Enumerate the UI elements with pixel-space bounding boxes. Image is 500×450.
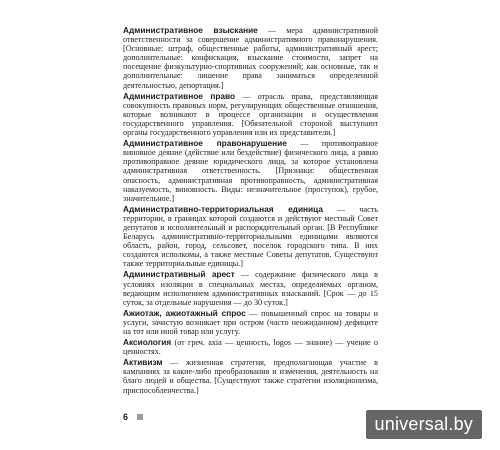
entry-term: Административное взыскание — [123, 25, 258, 35]
entry-administrative-arrest — [123, 270, 378, 306]
page-footer — [123, 412, 143, 422]
entry-term: Административно-территориальная единица — [123, 203, 323, 214]
entry-definition: — мера административной ответственности за совершение административного правонарушения. [Основные: штраф, общественные работы, административный арест; дополнительные: конфискация, взыскание стоимости, запрет на посещение физкультурно-спортивных сооружений; как основные, так и дополнительные: лишение права заниматься определенной деятельностью, депортация.] — [123, 26, 378, 90]
entry-term: Административное правонарушение — [123, 138, 287, 149]
entry-term: Административное право — [123, 90, 236, 101]
entry-administrative-law — [123, 92, 378, 137]
square-marker-icon — [137, 414, 143, 420]
entry-administrative-territorial-unit — [123, 205, 378, 269]
entry-definition: — содержание физического лица в условиях изоляции в специальных местах, определяемых органом, ведающим исполнением административных взысканий. [Срок — до 15 суток, за отдельные нарушения — до 30 суток.] — [123, 270, 378, 307]
entry-term: Аксиология — [123, 337, 172, 348]
entry-definition: — жизненная стратегия, предполагающая участие в кампаниях за какие-либо преобразования и изменения, деятельность на благо людей и общества. [Существуют также стратегии изоляционизма, приспособленчества.] — [123, 358, 378, 395]
dictionary-page — [123, 26, 378, 397]
watermark-badge: universal.by — [366, 410, 482, 439]
entry-hype-demand — [123, 309, 378, 336]
entry-term: Активизм — [123, 357, 163, 368]
entry-term: Административный арест — [123, 269, 235, 280]
entry-administrative-offense — [123, 139, 378, 203]
entry-definition: — повышенный спрос на товары и услуги, зачастую возникает при остром (часто неожиданном) дефиците на тот или иной товар или услугу. — [123, 308, 378, 336]
entry-administrative-penalty — [123, 26, 378, 90]
entry-axiology — [123, 338, 378, 356]
entry-activism — [123, 358, 378, 394]
page-number: 6 — [123, 412, 129, 422]
entry-definition: (от греч. axia — ценность, logos — знание) — учение о ценностях. — [123, 338, 378, 357]
entry-term: Ажиотаж, ажиотажный спрос — [123, 307, 246, 318]
entry-definition: — противоправное виновное деяние (действие или бездействие) физического лица, а равно противоправное деяние юридического лица, за которое установлена административная ответственность. [Признаки: общественная опасность, административная противоправность, административная наказуемость, виновность. Виды: незначительное (проступок), грубое, значительное.] — [123, 139, 378, 203]
entry-definition: — часть территории, в границах которой создаются и действуют местный Совет депутатов и исполнительный и распорядительный орган. [В Республике Беларусь административно-территориальными единицами являются область, район, город, сельсовет, поселок городского типа. В них создаются исполкомы, а также местные Советы депутатов. Существуют также территориальные единицы.] — [123, 204, 378, 269]
entry-definition: — отрасль права, представляющая совокупность правовых норм, регулирующих общественные отношения, которые возникают в процессе организации и осуществления государственного управления. [Обязательной стороной выступают органы государственного управления или их представители.] — [123, 91, 378, 138]
